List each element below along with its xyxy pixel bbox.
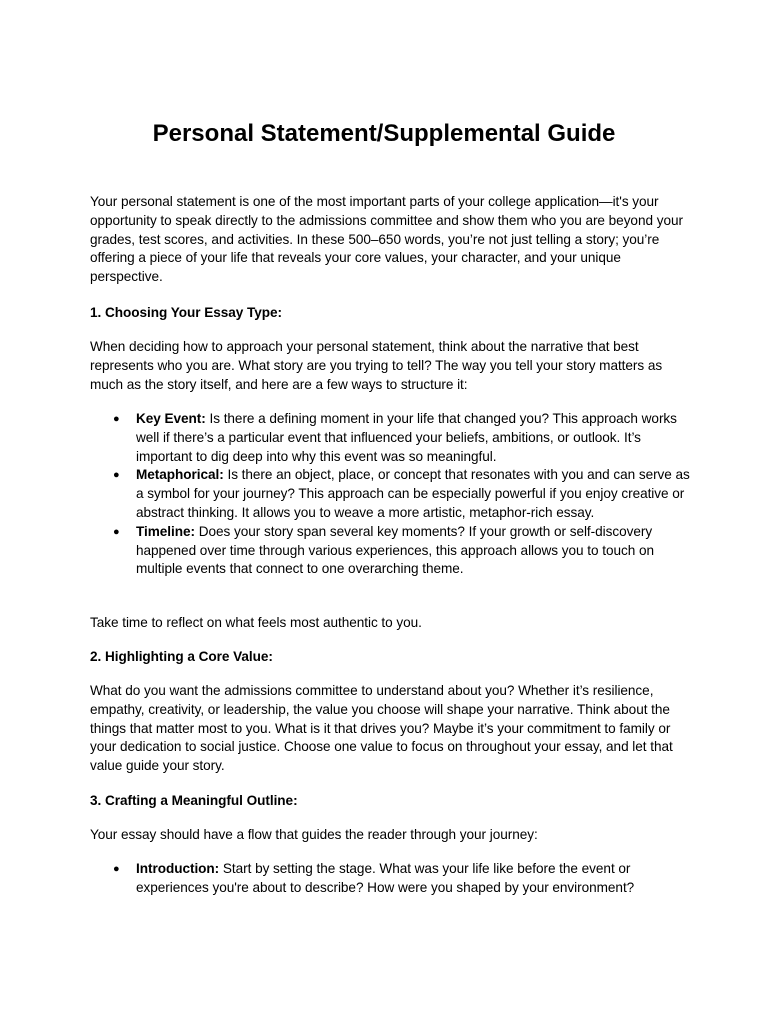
- list-item: [90, 860, 690, 898]
- list-item-term: Key Event:: [136, 411, 206, 426]
- list-item: [90, 523, 690, 579]
- list-item-term: Metaphorical:: [136, 467, 224, 483]
- section-heading-core-value: 2. Highlighting a Core Value:: [90, 649, 273, 664]
- section-paragraph-outline: Your essay should have a flow that guides the reader through your journey:: [90, 827, 538, 842]
- section-heading-outline: 3. Crafting a Meaningful Outline:: [90, 793, 298, 808]
- list-item-term: Timeline:: [136, 523, 195, 539]
- section-paragraph-core-value: What do you want the admissions committee to understand about you? Whether it’s resilience, empathy, creativity, or leadership, the value you choose will shape your narrative. Think about the things that matter most to you. What is it that drives you? Maybe it’s your commitment to family or your dedication to social justice. Choose one value to focus on throughout your essay, and let that value guide your story.: [90, 683, 673, 774]
- list-item: [90, 466, 690, 522]
- list-item-text: Does your story span several key moments? If your growth or self-discovery happened over time through various experiences, this approach allows you to touch on multiple events that connect to one overarching theme.: [136, 523, 654, 577]
- list-item-text: Is there an object, place, or concept that resonates with you and can serve as a symbol for your journey? This approach can be especially powerful if you enjoy creative or abstract thinking. It allows you to weave a more artistic, metaphor-rich essay.: [136, 467, 690, 520]
- essay-type-list: [90, 410, 690, 579]
- list-item: [90, 410, 690, 466]
- section-paragraph-essay-type: When deciding how to approach your personal statement, think about the narrative that best represents who you are. What story are you trying to tell? The way you tell your story matters as much as the story itself, and here are a few ways to structure it:: [90, 339, 663, 392]
- bullet-icon: ●: [113, 469, 120, 482]
- list-item-text: Is there a defining moment in your life that changed you? This approach works well if there’s a particular event that influenced your beliefs, ambitions, or outlook. It’s important to dig deep into why this event was so meaningful.: [136, 411, 677, 464]
- outline-list: [90, 860, 690, 898]
- bullet-icon: ●: [113, 413, 120, 425]
- closing-paragraph: Take time to reflect on what feels most authentic to you.: [90, 615, 422, 630]
- section-heading-essay-type: 1. Choosing Your Essay Type:: [90, 305, 282, 320]
- list-item-term: Introduction:: [136, 861, 220, 876]
- bullet-icon: ●: [113, 525, 120, 538]
- intro-paragraph: Your personal statement is one of the most important parts of your college application—it's your opportunity to speak directly to the admissions committee and show them who you are beyond your grades, test scores, and activities. In these 500–650 words, you’re not just telling a story; you’re offering a piece of your life that reveals your core values, your character, and your unique perspective.: [90, 194, 683, 285]
- bullet-icon: ●: [113, 863, 120, 875]
- list-item-text: Start by setting the stage. What was your life like before the event or experiences you're about to describe? How were you shaped by your environment?: [136, 861, 635, 895]
- page-title: Personal Statement/Supplemental Guide: [152, 120, 616, 147]
